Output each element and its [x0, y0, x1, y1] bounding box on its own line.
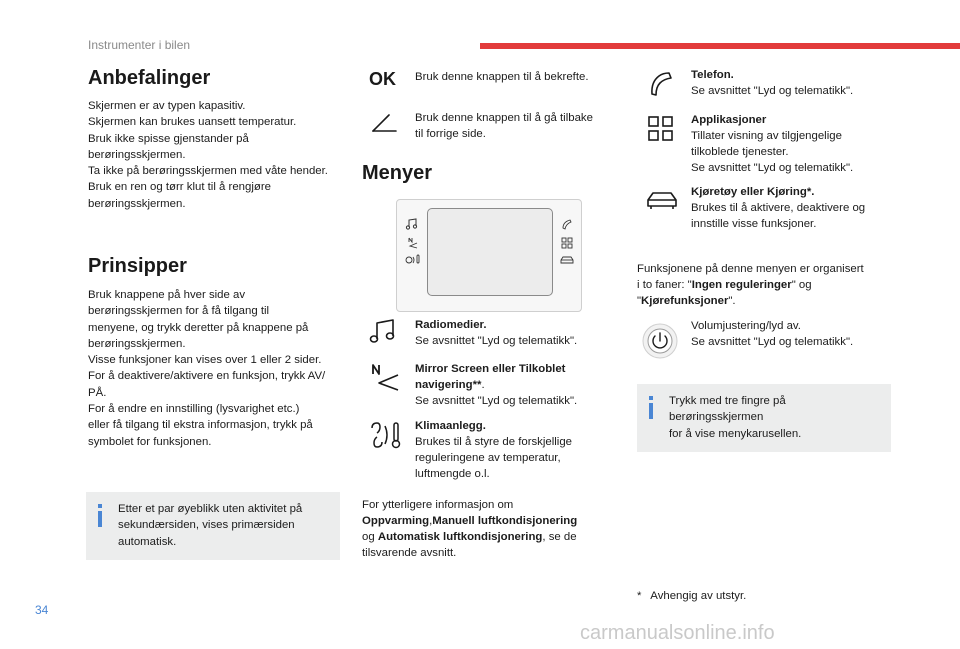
watermark: carmanualsonline.info — [580, 622, 775, 644]
touchscreen-illustration — [396, 199, 582, 312]
menyer-heading: Menyer — [362, 162, 433, 184]
climate-item: Klimaanlegg. Brukes til å styre de forskjellige reguleringene av temperatur, luftmengde o.l. — [415, 420, 572, 480]
phone-icon-small — [561, 218, 573, 230]
mirror-screen-item: Mirror Screen eller Tilkoblet navigering**. Se avsnittet "Lyd og telematikk". — [415, 363, 578, 407]
applikasjoner-item: Applikasjoner Tillater visning av tilgjengelige tilkoblede tjenester. Se avsnittet "Lyd og telematikk". — [691, 114, 854, 174]
more-info-text: For ytterligere informasjon om Oppvarming,Manuell luftkondisjonering og Automatisk luftkondisjonering, se de tilsvarende avsnitt. — [362, 499, 578, 559]
note-three-fingers: Trykk med tre fingre på berøringsskjermen for å vise menykarusellen. — [637, 384, 891, 452]
radio-item: Radiomedier. Se avsnittet "Lyd og telematikk". — [415, 319, 578, 347]
ok-icon: OK — [369, 69, 396, 89]
back-arrow-icon — [369, 111, 399, 137]
music-note-icon — [368, 317, 398, 345]
telefon-item: Telefon. Se avsnittet "Lyd og telematikk". — [691, 69, 854, 97]
footnote: * Avhengig av utstyr. — [637, 590, 747, 602]
car-icon-small — [560, 255, 574, 265]
header-accent-bar — [480, 43, 960, 49]
prinsipper-text: Bruk knappene på hver side av berøringsskjermen for å få tilgang til menyene, og trykk deretter på knappene på berøringsskjermen. Visse funksjoner kan vises over 1 eller 2 sider. For å deaktivere/aktivere en funksjon, trykk AV/ PÅ. For å endre en innstilling (lysvarighet etc.) eller få tilgang til ekstra informasjon, trykk på symbolet for funksjonen. — [88, 289, 326, 448]
volume-item: Volumjustering/lyd av. Se avsnittet "Lyd og telematikk". — [691, 320, 854, 348]
back-description: Bruk denne knappen til å gå tilbake til forrige side. — [415, 112, 593, 140]
climate-icon — [405, 254, 421, 266]
music-note-icon — [405, 218, 419, 230]
ok-description: Bruk denne knappen til å bekrefte. — [415, 71, 589, 83]
apps-grid-icon-small — [561, 237, 573, 249]
info-icon — [96, 504, 104, 528]
car-icon — [645, 189, 679, 211]
phone-icon — [647, 70, 675, 98]
funksjonene-text: Funksjonene på denne menyen er organisert i to faner: "Ingen reguleringer" og "Kjørefunksjoner". — [637, 263, 864, 307]
navigation-icon — [407, 237, 419, 249]
anbefalinger-text: Skjermen er av typen kapasitiv. Skjermen kan brukes uansett temperatur. Bruk ikke spisse gjenstander på berøringsskjermen. Ta ikke på berøringsskjermen med våte hender. Bruk en ren og tørr klut til å rengjøre berøringsskjermen. — [88, 100, 328, 210]
power-volume-icon — [641, 322, 679, 360]
apps-grid-icon — [647, 115, 675, 143]
page-number: 34 — [35, 603, 49, 617]
anbefalinger-heading: Anbefalinger — [88, 67, 211, 89]
touchscreen-display — [427, 208, 553, 296]
kjoretoy-item: Kjøretøy eller Kjøring*. Brukes til å aktivere, deaktivere og innstille visse funksjoner. — [691, 186, 866, 230]
note-inactivity: Etter et par øyeblikk uten aktivitet på sekundærsiden, vises primærsiden automatisk. — [86, 492, 340, 560]
navigation-icon — [370, 364, 402, 392]
climate-icon — [368, 420, 404, 450]
prinsipper-heading: Prinsipper — [88, 255, 187, 277]
section-label: Instrumenter i bilen — [88, 38, 191, 52]
info-icon — [647, 396, 655, 420]
